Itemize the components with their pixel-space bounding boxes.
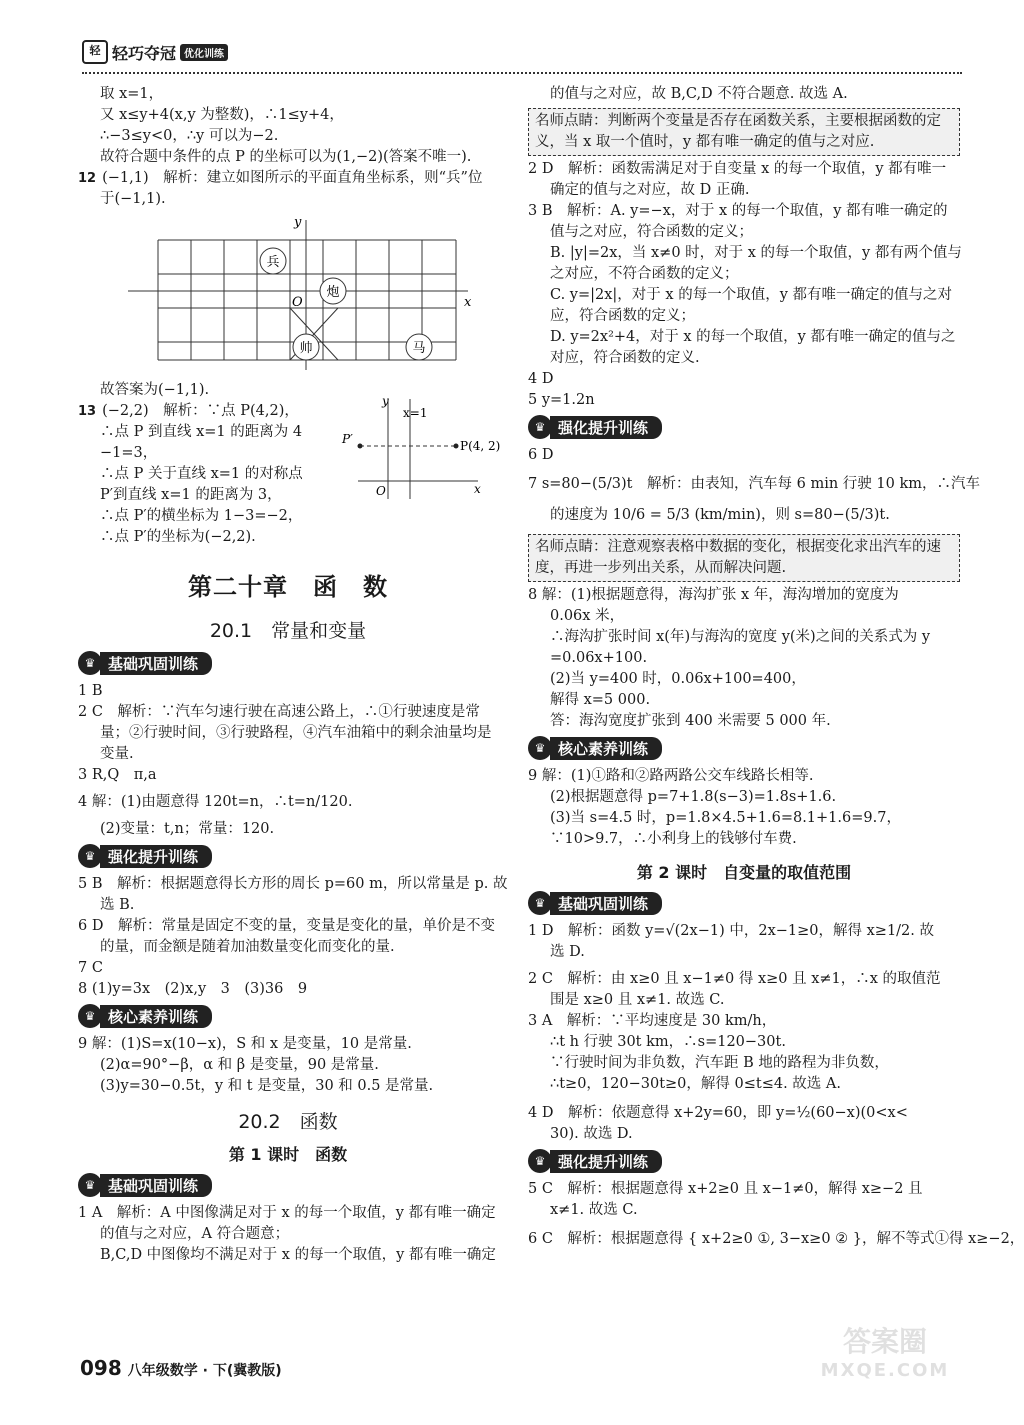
svg-text:O: O — [292, 295, 303, 310]
left-column: 取 x=1， 又 x≤y+4(x,y 为整数)，∴1≤y+4， ∴−3≤y<0，∴y 可以为−2. 故符合题中条件的点 P 的坐标可以为(1,−2)(答案不唯一). 12 (−1,1) 解析：建立如图所示的平面直角坐标系，则“兵”位 于(−1,1). y x O 兵 炮 帅 马 故答案为(−1,1). 13 (−2,2) 解析：∵点 P(4,2)， ∴点 P 到直线 x=1 的距离为 4 −1=3， ∴点 P 关于直线 x=1 的对称点 P′到直线 x=1 的距离为 3， ∴点 P′的横坐标为 1−3=−2， ∴点 P′的坐标为(−2,2). y x O x=1 P(4, 2) P′ 第二十章 函 数 20.1 常量和变量 ♛ 基础巩固训练 1 B 2 C 解析：∵汽车匀速行驶在高速公路上，∴①行驶速度是常 量；②行驶时间，③行驶路程，④汽车油箱中的剩余油量均是 变量. 3 R,Q π,a 4 解：(1)由题意得 120t=n，∴t=n/120. (2)变量：t,n；常量：120. ♛ 强化提升训练 5 B 解析：根据题意得长方形的周长 p=60 m，所以常量是 p. 故 选 B. 6 D 解析：常量是固定不变的量，变量是变化的量，单价是不变 的量，而金额是随着加油数量变化而变化的量. 7 C 8 (1)y=3x (2)x,y 3 (3)36 9 ♛ 核心素养训练 9 解：(1)S=x(10−x)，S 和 x 是变量，10 是常量. (2)α=90°−β，α 和 β 是变量，90 是常量. (3)y=30−0.5t，y 和 t 是变量，30 和 0.5 是常量. 20.2 函数 第 1 课时 函数 ♛ 基础巩固训练 1 A 解析：A 中图像满足对于 x 的每一个取值，y 都有唯一确定 的值与之对应，A 符合题意； B,C,D 中图像均不满足对于 x 的每一个取值，y 都有唯一确定 — [78, 86, 508, 1263]
answer-11-tail: 取 x=1， 又 x≤y+4(x,y 为整数)，∴1≤y+4， ∴−3≤y<0，∴y 可以为−2. 故符合题中条件的点 P 的坐标可以为(1,−2)(答案不唯一). — [100, 86, 472, 165]
svg-text:P(4, 2): P(4, 2) — [460, 439, 501, 453]
page-header — [82, 40, 228, 64]
page-number: 098 — [80, 1356, 122, 1380]
svg-text:x: x — [474, 482, 481, 496]
svg-text:x: x — [464, 295, 472, 310]
section-strong-r: ♛ 强化提升训练 — [528, 415, 960, 439]
logo-icon: 轻 — [82, 40, 108, 64]
lesson-title: 第 1 课时 函数 — [228, 1145, 348, 1164]
svg-text:y: y — [294, 215, 302, 230]
svg-text:x=1: x=1 — [403, 406, 428, 420]
svg-text:帅: 帅 — [299, 341, 313, 356]
crown-icon: ♛ — [528, 736, 552, 760]
crown-icon: ♛ — [78, 1004, 102, 1028]
svg-text:马: 马 — [412, 341, 426, 356]
chapter-title: 第二十章 函 数 — [188, 573, 388, 601]
section-core-r: ♛ 核心素养训练 — [528, 736, 960, 760]
watermark-logo: 答案圈 MXQE.COM — [820, 1325, 950, 1381]
crown-icon: ♛ — [528, 891, 552, 915]
lesson-title-2: 第 2 课时 自变量的取值范围 — [636, 863, 852, 882]
section-title-2: 20.2 函数 — [238, 1111, 338, 1133]
crown-icon: ♛ — [528, 1149, 552, 1173]
chinese-chess-grid-figure — [88, 210, 508, 380]
crown-icon: ♛ — [78, 844, 102, 868]
section-title: 20.1 常量和变量 — [209, 620, 367, 642]
answer-12: 12 (−1,1) 解析：建立如图所示的平面直角坐标系，则“兵”位 于(−1,1). — [78, 170, 483, 207]
answer-12-result: 故答案为(−1,1). — [100, 382, 210, 398]
svg-text:P′: P′ — [342, 432, 353, 446]
section-basic-2: ♛ 基础巩固训练 — [78, 1173, 498, 1197]
section-strong: ♛ 强化提升训练 — [78, 844, 498, 868]
svg-text:炮: 炮 — [326, 285, 340, 300]
crown-icon: ♛ — [78, 1173, 102, 1197]
section-basic: ♛ 基础巩固训练 — [78, 651, 498, 675]
book-title: 八年级数学 · 下(冀教版) — [127, 1363, 282, 1379]
section-strong-r2: ♛ 强化提升训练 — [528, 1149, 960, 1173]
tip-box-2: 名师点睛：注意观察表格中数据的变化，根据变化求出汽车的速度，再进一步列出关系，从而解决问题. — [528, 534, 960, 582]
section-basic-r: ♛ 基础巩固训练 — [528, 891, 960, 915]
crown-icon: ♛ — [528, 415, 552, 439]
svg-text:兵: 兵 — [266, 255, 280, 270]
svg-text:y: y — [382, 394, 389, 408]
crown-icon: ♛ — [78, 651, 102, 675]
tip-box: 名师点睛：判断两个变量是否存在函数关系，主要根据函数的定义，当 x 取一个值时，y 都有唯一确定的值与之对应. — [528, 108, 960, 156]
svg-text:O: O — [376, 484, 386, 498]
section-core: ♛ 核心素养训练 — [78, 1004, 498, 1028]
right-column: 的值与之对应，故 B,C,D 不符合题意. 故选 A. 名师点睛：判断两个变量是否存在函数关系，主要根据函数的定义，当 x 取一个值时，y 都有唯一确定的值与之对应. 2 D 解析：函数需满足对于自变量 x 的每一个取值，y 都有唯一 确定的值与之对应，故 D 正确. 3 B 解析：A. y=−x，对于 x 的每一个取值，y 都有唯一确定的 值与之对应，符合函数的定义； B. |y|=2x，当 x≠0 时，对于 x 的每一个取值，y 都有两个值与 之对应，不符合函数的定义； C. y=|2x|，对于 x 的每一个取值，y 都有唯一确定的值与之对 应，符合函数的定义； D. y=2x²+4，对于 x 的每一个取值，y 都有唯一确定的值与之 对应，符合函数的定义. 4 D 5 y=1.2n ♛ 强化提升训练 6 D 7 s=80−(5/3)t 解析：由表知，汽车每 6 min 行驶 10 km，∴汽车 的速度为 10/6 = 5/3 (km/min)，则 s=80−(5/3)t. 名师点睛：注意观察表格中数据的变化，根据变化求出汽车的速度，再进一步列出关系，从而解决问题. 8 解：(1)根据题意得，海沟扩张 x 年，海沟增加的宽度为 0.06x 米， ∴海沟扩张时间 x(年)与海沟的宽度 y(米)之间的关系式为 y =0.06x+100. (2)当 y=400 时，0.06x+100=400， 解得 x=5 000. 答：海沟宽度扩张到 400 米需要 5 000 年. ♛ 核心素养训练 9 解：(1)①路和②路两路公交车线路长相等. (2)根据题意得 p=7+1.8(s−3)=1.8s+1.6. (3)当 s=4.5 时，p=1.8×4.5+1.6=8.1+1.6=9.7， ∵10>9.7，∴小利身上的钱够付车费. 第 2 课时 自变量的取值范围 ♛ 基础巩固训练 1 D 解析：函数 y=√(2x−1) 中，2x−1≥0，解得 x≥1/2. 故 选 D. 2 C 解析：由 x≥0 且 x−1≠0 得 x≥0 且 x≠1，∴x 的取值范 围是 x≥0 且 x≠1. 故选 C. 3 A 解析：∵平均速度是 30 km/h， ∴t h 行驶 30t km，∴s=120−30t. ∵行驶时间为非负数，汽车距 B 地的路程为非负数， ∴t≥0，120−30t≥0，解得 0≤t≤4. 故选 A. 4 D 解析：依题意得 x+2y=60，即 y=½(60−x)(0<x< 30). 故选 D. ♛ 强化提升训练 5 C 解析：根据题意得 x+2≥0 且 x−1≠0，解得 x≥−2 且 x≠1. 故选 C. 6 C 解析：根据题意得 { x+2≥0 ①, 3−x≥0 ② }，解不等式①得 x≥−2， — [528, 86, 1024, 1247]
answer-13: 13 (−2,2) 解析：∵点 P(4,2)， ∴点 P 到直线 x=1 的距离为 4 −1=3， ∴点 P 关于直线 x=1 的对称点 P′到直线 x=1 的距离为 3， ∴点 P′的横坐标为 1−3=−2， ∴点 P′的坐标为(−2,2). y x O x=1 P(4, 2) P′ — [78, 401, 498, 551]
brand-logo: 轻 轻巧夺冠 优化训练 — [82, 40, 228, 64]
header-divider — [82, 72, 962, 74]
symmetry-figure — [328, 389, 501, 504]
page-footer — [80, 1356, 282, 1380]
